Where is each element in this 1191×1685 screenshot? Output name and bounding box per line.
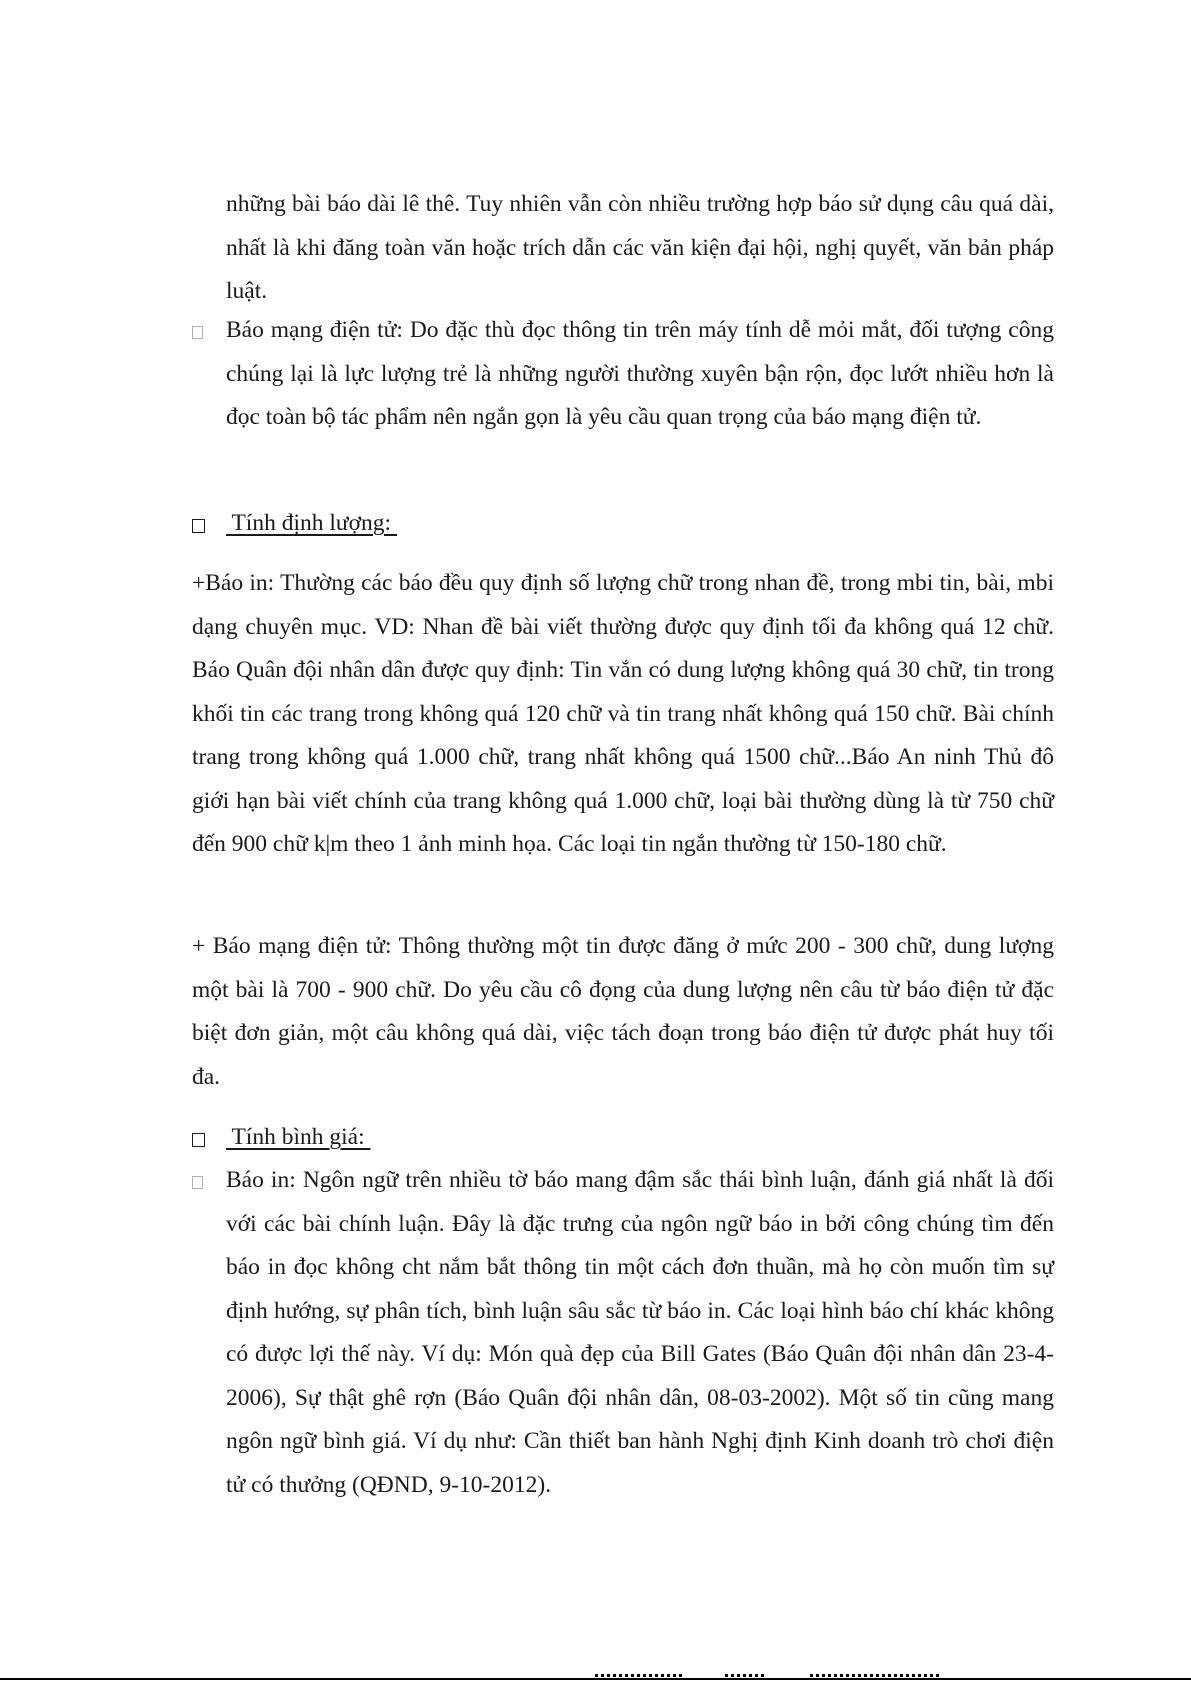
footer-rule	[0, 1678, 1191, 1680]
bullet-icon	[192, 309, 206, 355]
bullet-icon	[192, 1159, 206, 1205]
footer-mark	[725, 1674, 765, 1677]
paragraph-print-quantitative: +Báo in: Thường các báo đều quy định số lượng chữ trong nhan đề, trong mbi tin, bài, mbi dạng chuyên mục. VD: Nhan đề bài viết thường được quy định tối đa không quá 12 chữ. Báo Quân đội nhân dân được quy định: Tin vắn có dung lượng không quá 30 chữ, tin trong khối tin các trang trong không quá 120 chữ và tin trang nhất không quá 150 chữ. Bài chính trang trong không quá 1.000 chữ, trang nhất không quá 1500 chữ...Báo An ninh Thủ đô giới hạn bài viết chính của trang không quá 1.000 chữ, loại bài thường dùng là từ 750 chữ đến 900 chữ k|m theo 1 ảnh minh họa. Các loại tin ngắn thường từ 150-180 chữ.	[192, 570, 1054, 857]
heading-quantitative-text: Tính định lượng:	[226, 510, 397, 536]
footer-mark	[810, 1674, 940, 1677]
paragraph-online-quantitative: + Báo mạng điện tử: Thông thường một tin được đăng ở mức 200 - 300 chữ, dung lượng một bài là 700 - 900 chữ. Do yêu cầu cô đọng của dung lượng nên câu từ báo điện tử đặc biệt đơn giản, một câu không quá dài, việc tách đoạn trong báo điện tử được phát huy tối đa.	[192, 933, 1054, 1090]
bullet-icon	[192, 1116, 205, 1163]
paragraph-print-evaluative: Báo in: Ngôn ngữ trên nhiều tờ báo mang đậm sắc thái bình luận, đánh giá nhất là đối với các bài chính luận. Đây là đặc trưng của ngôn ngữ báo in bởi công chúng tìm đến báo in đọc không cht nắm bắt thông tin một cách đơn thuần, mà họ còn muốn tìm sự định hướng, sự phân tích, bình luận sâu sắc từ báo in. Các loại hình báo chí khác không có được lợi thế này. Ví dụ: Món quà đẹp của Bill Gates (Báo Quân đội nhân dân 23-4-2006), Sự thật ghê rợn (Báo Quân đội nhân dân, 08-03-2002). Một số tin cũng mang ngôn ngữ bình giá. Ví dụ như: Cần thiết ban hành Nghị định Kinh doanh trò chơi điện tử có thưởng (QĐND, 9-10-2012).	[226, 1167, 1054, 1498]
paragraph-continuation: những bài báo dài lê thê. Tuy nhiên vẫn còn nhiều trường hợp báo sử dụng câu quá dài, nhất là khi đăng toàn văn hoặc trích dẫn các văn kiện đại hội, nghị quyết, văn bản pháp luật.	[226, 191, 1054, 304]
heading-evaluative-text: Tính bình giá:	[226, 1124, 371, 1150]
footer-mark	[595, 1674, 685, 1677]
paragraph-online-concise: Báo mạng điện tử: Do đặc thù đọc thông tin trên máy tính dễ mỏi mắt, đối tượng công chúng lại là lực lượng trẻ là những người thường xuyên bận rộn, đọc lướt nhiều hơn là đọc toàn bộ tác phẩm nên ngắn gọn là yêu cầu quan trọng của báo mạng điện tử.	[226, 317, 1054, 430]
bullet-icon	[192, 502, 205, 549]
